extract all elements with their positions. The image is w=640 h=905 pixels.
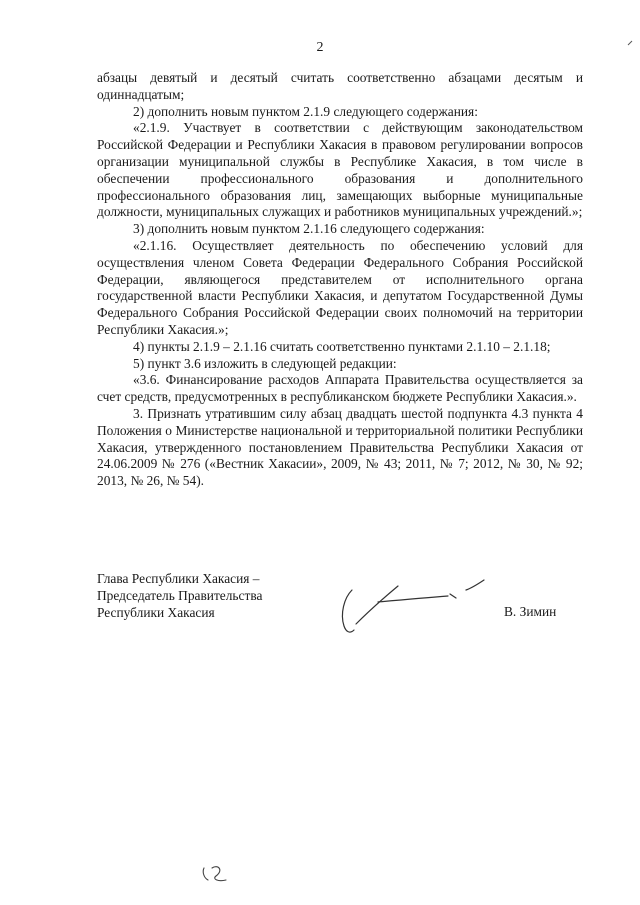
paragraph: 3) дополнить новым пунктом 2.1.16 следующего содержания: [133, 221, 485, 237]
corner-mark [626, 34, 634, 52]
paragraph: 3. Признать утратившим силу абзац двадцать шестой подпункта 4.3 пункта 4 Положения о Министерстве национальной и территориальной политики Республики Хакасия, утвержденного постановлением Правительства Республики Хакасия от 24.06.2009 № 276 («Вестник Хакасии», 2009, № 43; 2011, № 7; 2012, № 30, № 92; 2013, № 26, № 54). [97, 405, 583, 489]
signer-title-line: Председатель Правительства [97, 588, 263, 603]
signer-title-line: Республики Хакасия [97, 605, 215, 620]
handwritten-signature [338, 578, 498, 643]
paragraph: абзацы девятый и десятый считать соответственно абзацами десятым и одиннадцатым; [97, 70, 583, 102]
paragraph: 4) пункты 2.1.9 – 2.1.16 считать соответственно пунктами 2.1.10 – 2.1.18; [133, 338, 551, 354]
paragraph: «2.1.9. Участвует в соответствии с действующим законодательством Российской Федерации и Республики Хакасия в правовом регулировании вопросов организации муниципальной службы в Республике Хакасия, в том числе в обеспечении профессионального образования и дополнительного профессионального образования лиц, замещающих выборные муниципальные должности, муниципальных служащих и работников муниципальных учреждений.»; [97, 120, 583, 220]
signature-block [97, 570, 297, 621]
document-body [97, 70, 583, 490]
paragraph: 2) дополнить новым пунктом 2.1.9 следующего содержания: [133, 103, 478, 119]
paragraph: 5) пункт 3.6 изложить в следующей редакции: [133, 355, 397, 371]
handwritten-mark [200, 862, 230, 891]
page-number: 2 [316, 40, 324, 55]
paragraph: «2.1.16. Осуществляет деятельность по обеспечению условий для осуществления членом Совета Федерации Федерального Собрания Российской Федерации, являющегося представителем от исполнительного органа государственной власти Республики Хакасия, и депутатом Государственной Думы Федерального Собрания Российской Федерации своих полномочий на территории Республики Хакасия.»; [97, 237, 583, 337]
signer-name: В. Зимин [504, 604, 557, 619]
signer-title-line: Глава Республики Хакасия – [97, 571, 260, 586]
paragraph: «3.6. Финансирование расходов Аппарата Правительства осуществляется за счет средств, предусмотренных в республиканском бюджете Республики Хакасия.». [97, 372, 583, 405]
